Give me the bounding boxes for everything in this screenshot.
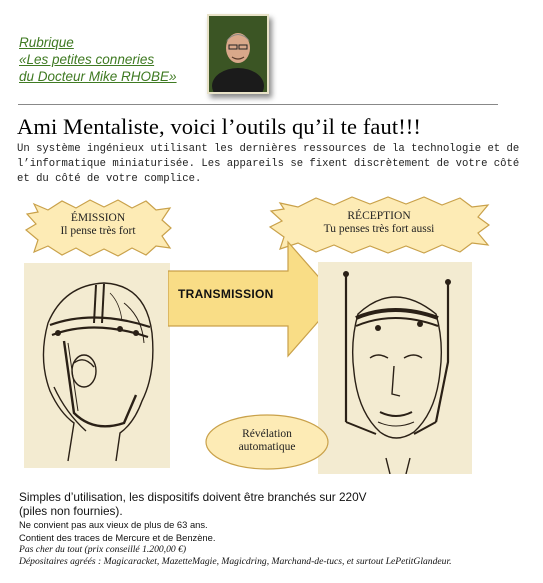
reception-head-illustration [318,262,472,474]
dealers-note: Dépositaires agréés : Magicaracket, MazetteMagie, Magicdring, Marchand-de-tucs, et surtout LePetitGlandeur. [19,556,452,567]
rubrique-title-line1: «Les petites conneries [19,52,155,67]
reception-title: RÉCEPTION [347,210,411,222]
rubrique-title-line2: du Docteur Mike RHOBE» [19,69,177,84]
author-portrait-icon [209,16,267,92]
page-title: Ami Mentaliste, voici l’outils qu’il te faut!!! [17,114,421,139]
head-with-headset-icon [24,263,170,468]
contents-warning: Contient des traces de Mercure et de Benzène. [19,532,216,543]
age-warning: Ne convient pas aux vieux de plus de 63 ans. [19,519,208,530]
product-details [19,490,529,568]
face-with-headset-icon [318,262,472,474]
author-photo [207,14,269,94]
revelation-line2: automatique [238,441,296,453]
revelation-burst [204,412,330,472]
revelation-line1: Révélation [242,428,292,440]
rubrique-header [19,34,177,85]
emission-subtitle: Il pense très fort [60,225,136,237]
emission-title: ÉMISSION [70,212,126,224]
header-divider [18,104,498,105]
batteries-note: (piles non fournies). [19,504,123,518]
rubrique-label: Rubrique [19,35,74,50]
usage-note: Simples d’utilisation, les dispositifs doivent être branchés sur 220V [19,490,367,504]
price-note: Pas cher du tout (prix conseillé 1.200,00 €) [19,544,187,555]
emission-head-illustration [24,263,170,468]
intro-paragraph: Un système ingénieux utilisant les dernières ressources de la technologie et de l’informatique miniaturisée. Les appareils se fixent discrètement de votre côté et du côté de votre complice. [17,143,520,185]
reception-subtitle: Tu penses très fort aussi [323,223,435,235]
emission-burst [24,198,172,258]
transmission-label: TRANSMISSION [178,287,274,301]
